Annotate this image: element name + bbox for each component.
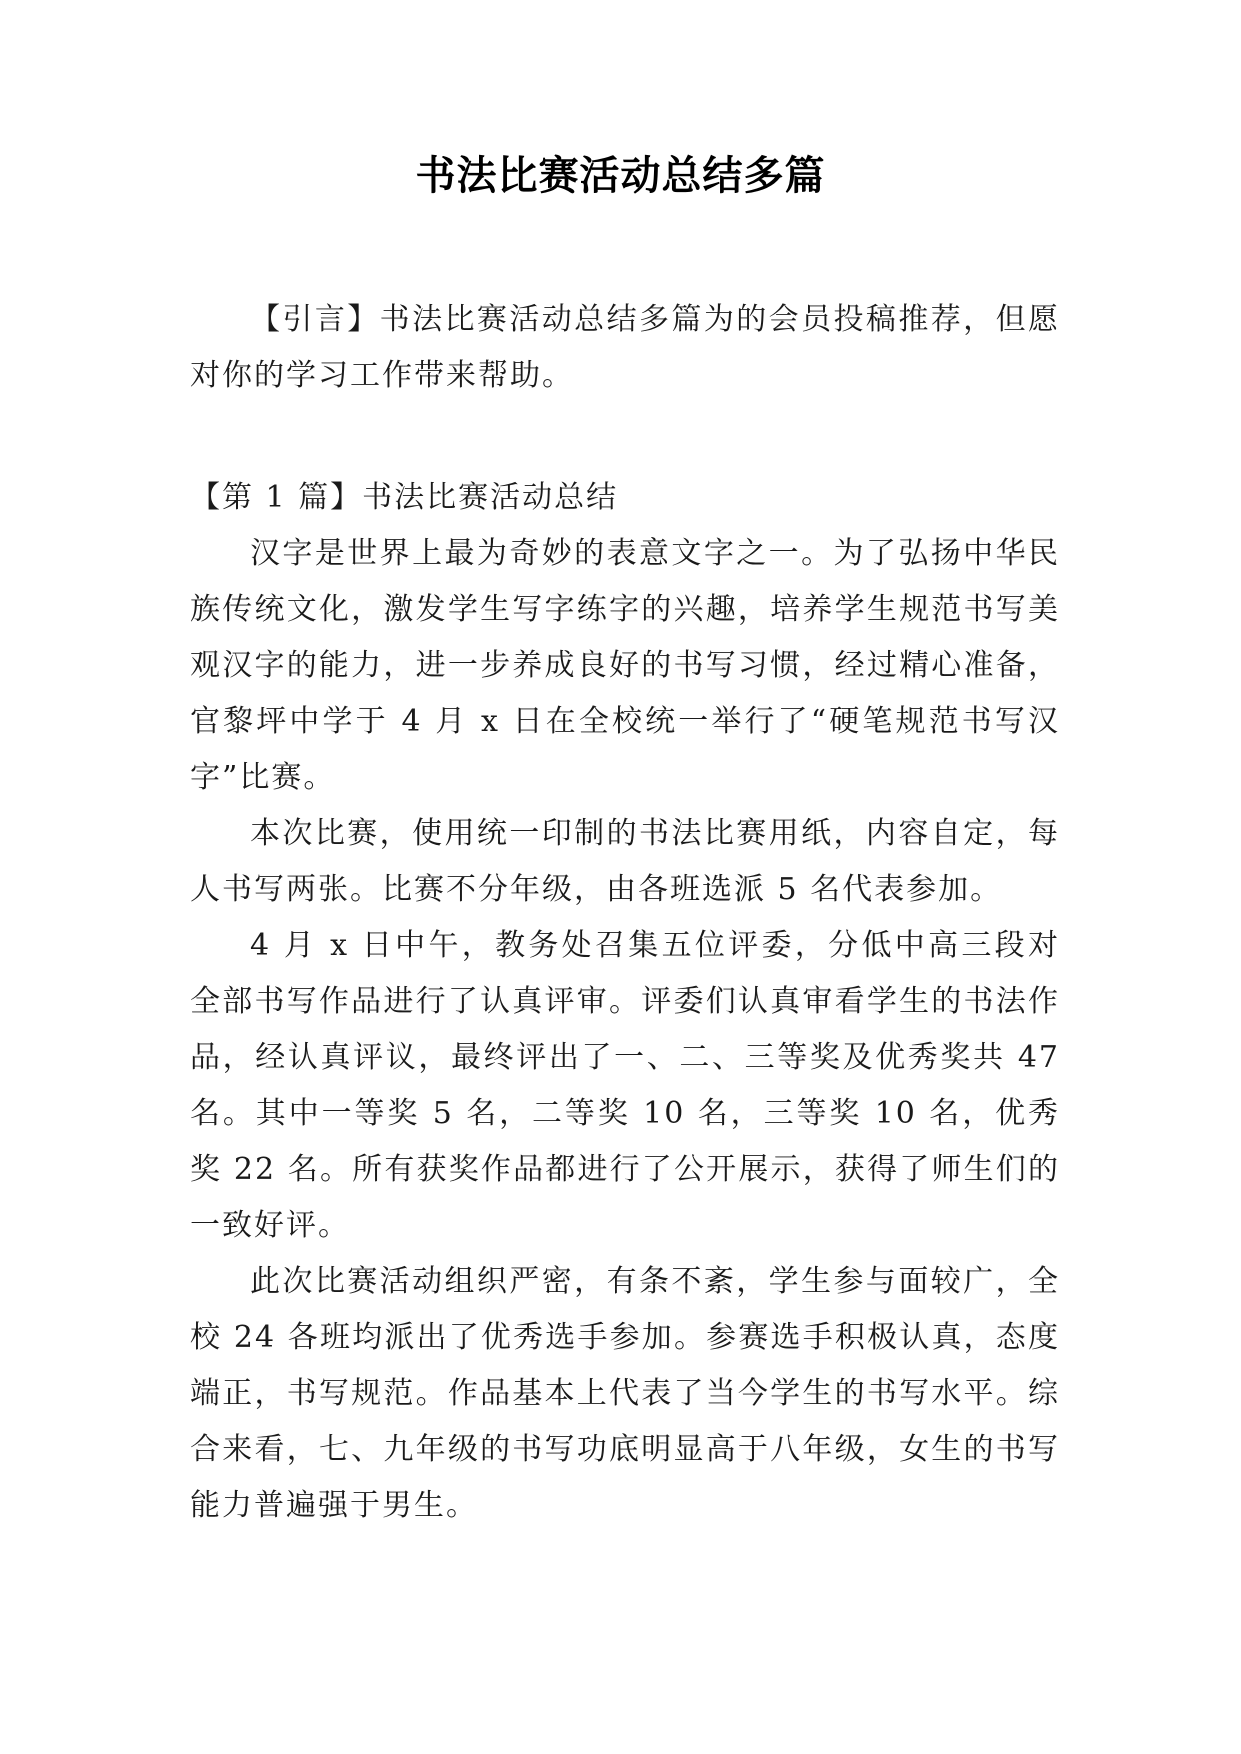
body-paragraph: 汉字是世界上最为奇妙的表意文字之一。为了弘扬中华民族传统文化，激发学生写字练字的兴趣，培养学生规范书写美观汉字的能力，进一步养成良好的书写习惯，经过精心准备，官黎坪中学于 4 月 x 日在全校统一举行了“硬笔规范书写汉字”比赛。 bbox=[190, 536, 1060, 795]
intro-block bbox=[190, 292, 1060, 404]
section-body bbox=[190, 526, 1060, 1534]
body-paragraph: 本次比赛，使用统一印制的书法比赛用纸，内容自定，每人书写两张。比赛不分年级，由各班选派 5 名代表参加。 bbox=[190, 816, 1060, 907]
body-paragraph: 此次比赛活动组织严密，有条不紊，学生参与面较广，全校 24 各班均派出了优秀选手参加。参赛选手积极认真，态度端正，书写规范。作品基本上代表了当今学生的书写水平。综合来看，七、九年级的书写功底明显高于八年级，女生的书写能力普遍强于男生。 bbox=[190, 1264, 1060, 1523]
section-heading-block bbox=[190, 470, 1060, 526]
document-title: 书法比赛活动总结多篇 bbox=[415, 152, 826, 199]
intro-paragraph: 【引言】书法比赛活动总结多篇为的会员投稿推荐，但愿对你的学习工作带来帮助。 bbox=[190, 302, 1060, 393]
body-paragraph: 4 月 x 日中午，教务处召集五位评委，分低中高三段对全部书写作品进行了认真评审。评委们认真审看学生的书法作品，经认真评议，最终评出了一、二、三等奖及优秀奖共 47 名。其中一等奖 5 名，二等奖 10 名，三等奖 10 名，优秀奖 22 名。所有获奖作品都进行了公开展示，获得了师生们的一致好评。 bbox=[190, 928, 1060, 1243]
section-heading: 【第 1 篇】书法比赛活动总结 bbox=[190, 480, 619, 515]
